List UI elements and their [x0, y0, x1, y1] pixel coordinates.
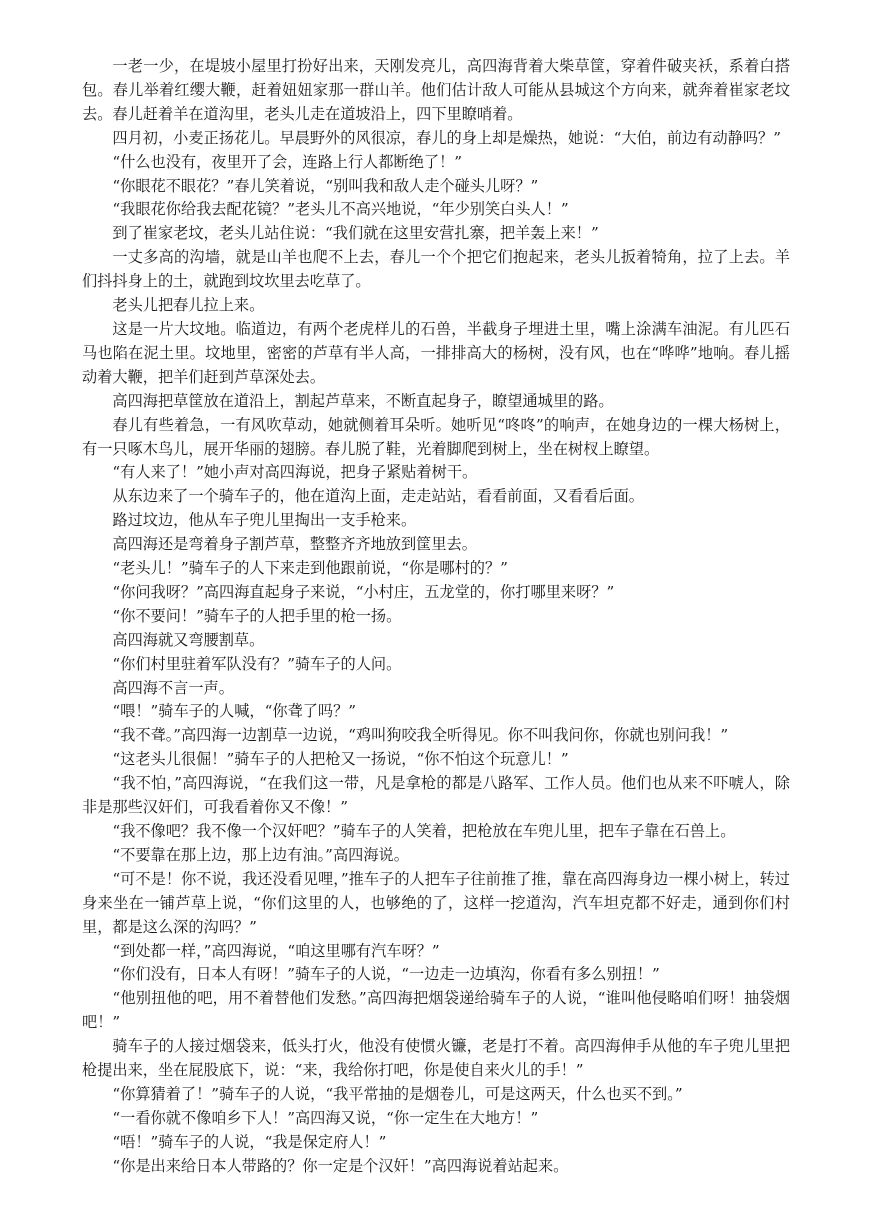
paragraph: “老头儿！”骑车子的人下来走到他跟前说，“你是哪村的？”	[112, 559, 508, 578]
paragraph: 高四海就又弯腰割草。	[112, 630, 265, 649]
document-body	[82, 55, 790, 1179]
paragraph: 到了崔家老坟，老头儿站住说：“我们就在这里安营扎寨，把羊轰上来！”	[112, 224, 599, 243]
paragraph: “他别扭他的吧，用不着替他们发愁。”高四海把烟袋递给骑车子的人说，“谁叫他侵略咱们呀！抽袋烟吧！”	[82, 989, 790, 1032]
paragraph: “到处都一样，”高四海说，“咱这里哪有汽车呀？”	[112, 941, 440, 960]
paragraph: 春儿有些着急，一有风吹草动，她就侧着耳朵听。她听见“咚咚”的响声，在她身边的一棵大杨树上，有一只啄木鸟儿，展开华丽的翅膀。春儿脱了鞋，光着脚爬到树上，坐在树杈上瞭望。	[82, 415, 790, 458]
paragraph: “我不像吧？我不像一个汉奸吧？”骑车子的人笑着，把枪放在车兜儿里，把车子靠在石兽上。	[112, 822, 736, 840]
paragraph: 老头儿把春儿拉上来。	[112, 296, 265, 315]
paragraph: “这老头儿很倔！”骑车子的人把枪又一扬说，“你不怕这个玩意儿！”	[112, 750, 569, 769]
paragraph: 路过坟边，他从车子兜儿里掏出一支手枪来。	[112, 511, 417, 530]
paragraph: “我不怕，”高四海说，“在我们这一带，凡是拿枪的都是八路军、工作人员。他们也从来不吓唬人，除非是那些汉奸们，可我看着你又不像！”	[82, 774, 790, 817]
paragraph: 高四海不言一声。	[112, 678, 234, 697]
paragraph: 高四海把草筐放在道沿上，割起芦草来，不断直起身子，瞭望通城里的路。	[112, 391, 614, 410]
paragraph: “不要靠在那上边，那上边有油。”高四海说。	[112, 845, 409, 864]
paragraph: 高四海还是弯着身子割芦草，整整齐齐地放到筐里去。	[112, 535, 477, 554]
paragraph: 一老一少，在堤坡小屋里打扮好出来，天刚发亮儿，高四海背着大柴草筐，穿着件破夹袄，系着白搭包。春儿举着红缨大鞭，赶着妞妞家那一群山羊。他们估计敌人可能从县城这个方向来，就奔着崔家老坟去。春儿赶着羊在道沟里，老头儿走在道坡沿上，四下里瞭哨着。	[82, 57, 790, 123]
paragraph: 四月初，小麦正扬花儿。早晨野外的风很凉，春儿的身上却是燥热，她说：“大伯，前边有动静吗？”	[112, 128, 781, 147]
paragraph: “你算猜着了！”骑车子的人说，“我平常抽的是烟卷儿，可是这两天，什么也买不到。”	[112, 1084, 683, 1103]
paragraph: “一看你就不像咱乡下人！”高四海又说，“你一定生在大地方！”	[112, 1108, 539, 1127]
paragraph: “唔！”骑车子的人说，“我是保定府人！”	[112, 1132, 387, 1151]
paragraph: “你不要问！”骑车子的人把手里的枪一扬。	[112, 606, 402, 625]
paragraph: “你们没有，日本人有呀！”骑车子的人说，“一边走一边填沟，你看有多么别扭！”	[112, 965, 660, 984]
paragraph: “你是出来给日本人带路的？你一定是个汉奸！”高四海说着站起来。	[112, 1156, 569, 1175]
paragraph: 一丈多高的沟墙，就是山羊也爬不上去，春儿一个个把它们抱起来，老头儿扳着犄角，拉了上去。羊们抖抖身上的土，就跑到坟坎里去吃草了。	[82, 248, 790, 291]
paragraph: 这是一片大坟地。临道边，有两个老虎样儿的石兽，半截身子埋进土里，嘴上涂满车油泥。有儿匹石马也陷在泥土里。坟地里，密密的芦草有半人高，一排排高大的杨树，没有风，也在“哗哗”地响。春儿摇动着大鞭，把羊们赶到芦草深处去。	[82, 319, 790, 386]
paragraph: 骑车子的人接过烟袋来，低头打火，他没有使惯火镰，老是打不着。高四海伸手从他的车子兜儿里把枪提出来，坐在屁股底下，说：“来，我给你打吧，你是使自来火儿的手！”	[82, 1037, 790, 1080]
paragraph: “有人来了！”她小声对高四海说，把身子紧贴着树干。	[112, 463, 478, 482]
paragraph: “你问我呀？”高四海直起身子来说，“小村庄，五龙堂的，你打哪里来呀？”	[112, 582, 615, 601]
paragraph: “你眼花不眼花？”春儿笑着说，“别叫我和敌人走个碰头儿呀？”	[112, 176, 539, 195]
paragraph: “什么也没有，夜里开了会，连路上行人都断绝了！”	[112, 152, 463, 171]
paragraph: “你们村里驻着军队没有？”骑车子的人问。	[112, 654, 402, 673]
paragraph: “喂！”骑车子的人喊，“你聋了吗？”	[112, 702, 357, 721]
paragraph: “我眼花你给我去配花镜？”老头儿不高兴地说，“年少别笑白头人！”	[112, 200, 569, 219]
paragraph: “可不是！你不说，我还没看见哩，”推车子的人把车子往前推了推，靠在高四海身边一棵小树上，转过身来坐在一铺芦草上说，“你们这里的人，也够绝的了，这样一挖道沟，汽车坦克都不好走，通到你们村里，都是这么深的沟吗？”	[82, 869, 790, 936]
paragraph: “我不聋。”高四海一边割草一边说，“鸡叫狗咬我全听得见。你不叫我问你，你就也别问我！”	[112, 726, 729, 745]
paragraph: 从东边来了一个骑车子的，他在道沟上面，走走站站，看看前面，又看看后面。	[112, 487, 644, 506]
